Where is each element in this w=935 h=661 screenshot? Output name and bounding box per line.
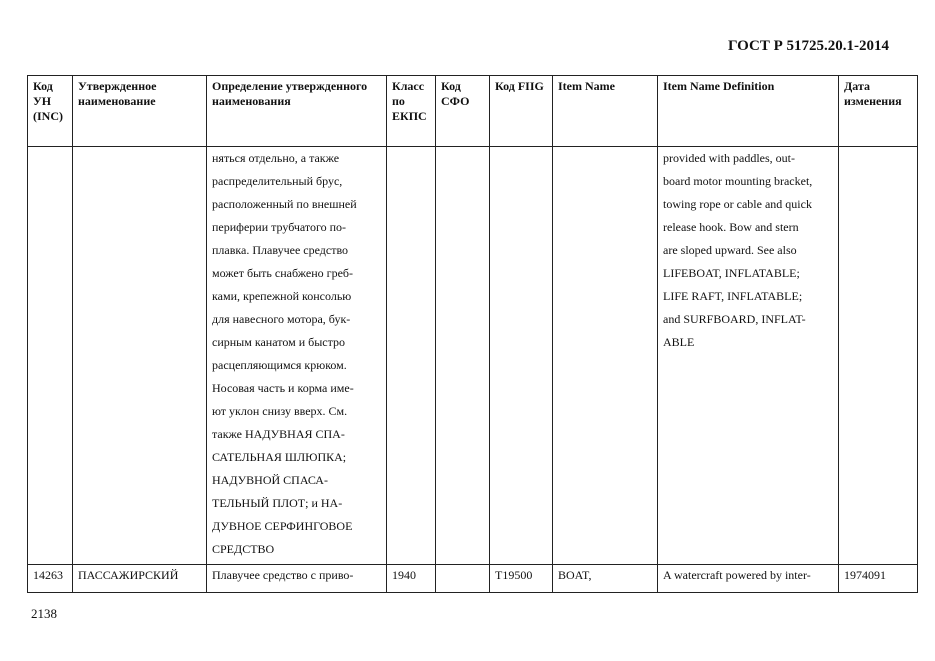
cell-item-definition <box>658 147 839 565</box>
cell-inc <box>28 147 73 565</box>
col-date: Дата изменения <box>839 76 918 147</box>
col-approved-name: Утвержденное наименование <box>73 76 207 147</box>
cell-sfo <box>436 147 490 565</box>
item-definition-value: A watercraft powered by inter- <box>658 565 839 593</box>
cell-class <box>387 147 436 565</box>
definition-ru-line: периферии трубчатого по- <box>212 220 347 234</box>
definition-en-line: LIFEBOAT, INFLATABLE; <box>663 266 800 280</box>
col-item-definition: Item Name Definition <box>658 76 839 147</box>
page-number: 2138 <box>31 606 57 621</box>
header-row <box>28 76 918 147</box>
definition-ru-line: может быть снабжено греб- <box>212 266 353 280</box>
definition-ru-line: расположенный по внешней <box>212 197 357 211</box>
sfo-value <box>436 565 490 593</box>
definition-ru-value: Плавучее средство с приво- <box>207 565 387 593</box>
definition-en-line: towing rope or cable and quick <box>663 197 812 211</box>
definition-ru-line: расцепляющимся крюком. <box>212 358 347 372</box>
definition-ru-line: СРЕДСТВО <box>212 542 275 556</box>
col-inc: Код УН (INC) <box>28 76 73 147</box>
cell-definition-ru <box>207 147 387 565</box>
definition-en-line: board motor mounting bracket, <box>663 174 813 188</box>
definition-en-line: release hook. Bow and stern <box>663 220 799 234</box>
item-name-value: BOAT, <box>553 565 658 593</box>
definition-ru-line: ДУВНОЕ СЕРФИНГОВОЕ <box>212 519 353 533</box>
cell-name-ru <box>73 147 207 565</box>
definition-en-line: provided with paddles, out- <box>663 151 795 165</box>
definition-en-line: ABLE <box>663 335 695 349</box>
definition-ru-line: распределительный брус, <box>212 174 343 188</box>
definition-ru-line: Носовая часть и корма име- <box>212 381 354 395</box>
definition-ru-line: НАДУВНОЙ СПАСА- <box>212 473 328 487</box>
definition-ru-line: ТЕЛЬНЫЙ ПЛОТ; и НА- <box>212 496 343 510</box>
col-definition: Определение утвержденного наименования <box>207 76 387 147</box>
fiig-value: T19500 <box>490 565 553 593</box>
col-class: Класс по ЕКПС <box>387 76 436 147</box>
definition-ru-line: няться отдельно, а также <box>212 151 340 165</box>
definition-ru-line: для навесного мотора, бук- <box>212 312 351 326</box>
definition-en-line: and SURFBOARD, INFLAT- <box>663 312 806 326</box>
definition-ru-line: ют уклон снизу вверх. См. <box>212 404 348 418</box>
standard-number: ГОСТ Р 51725.20.1-2014 <box>727 38 889 54</box>
definition-en-line: are sloped upward. See also <box>663 243 797 257</box>
cell-item-name <box>553 147 658 565</box>
definition-ru-line: ками, крепежной консолью <box>212 289 352 303</box>
definition-ru-line: также НАДУВНАЯ СПА- <box>212 427 345 441</box>
col-sfo: Код СФО <box>436 76 490 147</box>
col-item-name: Item Name <box>553 76 658 147</box>
continuation-row <box>28 147 918 565</box>
date-value: 1974091 <box>839 565 918 593</box>
cell-fiig <box>490 147 553 565</box>
table-row <box>28 565 918 593</box>
definition-en-line: LIFE RAFT, INFLATABLE; <box>663 289 803 303</box>
class-value: 1940 <box>387 565 436 593</box>
definition-ru-line: плавка. Плавучее средство <box>212 243 349 257</box>
catalog-table <box>27 75 918 593</box>
definition-ru-line: сирным канатом и быстро <box>212 335 345 349</box>
cell-date <box>839 147 918 565</box>
definition-ru-line: САТЕЛЬНАЯ ШЛЮПКА; <box>212 450 347 464</box>
inc-value: 14263 <box>28 565 73 593</box>
name-ru-value: ПАССАЖИРСКИЙ <box>73 565 207 593</box>
col-fiig: Код FIIG <box>490 76 553 147</box>
